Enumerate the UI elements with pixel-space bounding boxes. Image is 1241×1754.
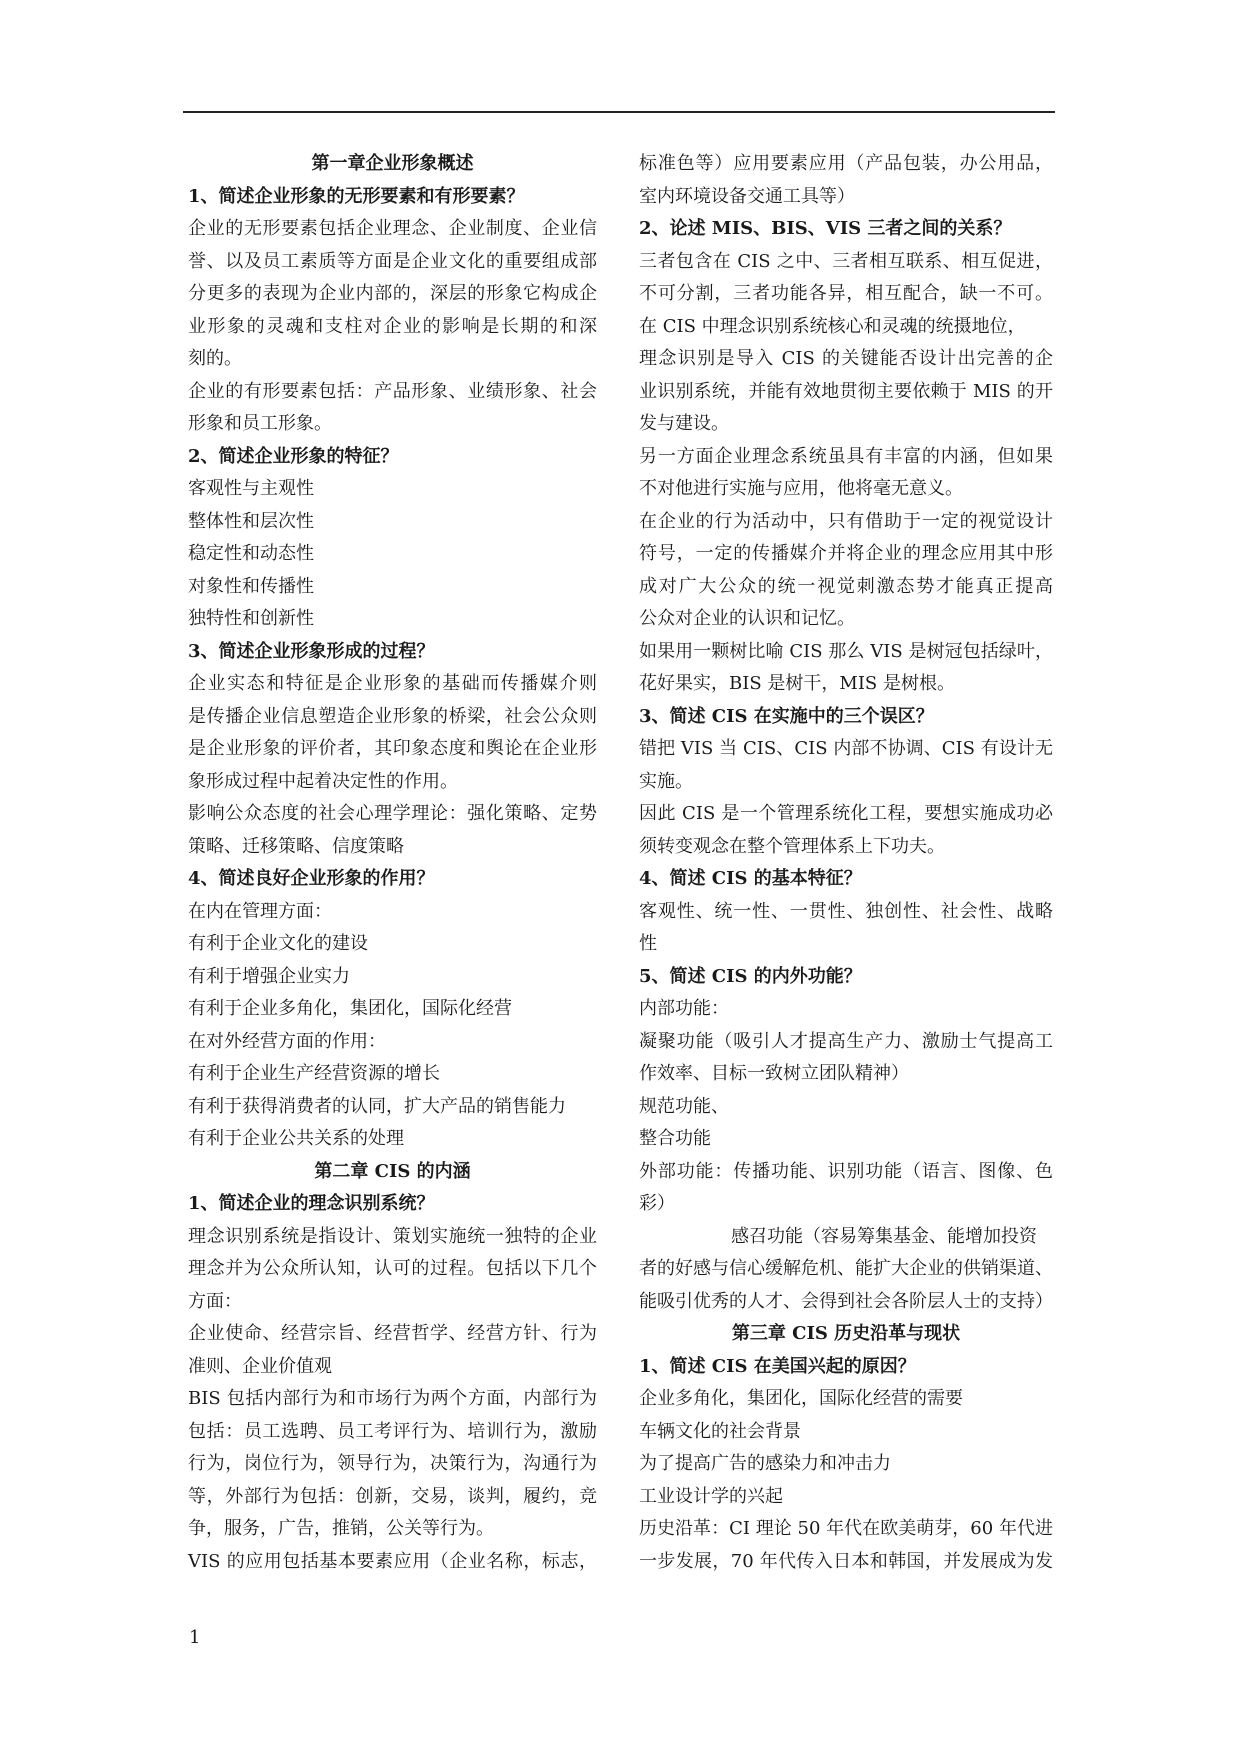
paragraph-line: 形象和员工形象。 [188,413,332,434]
paragraph-line: 为了提高广告的感染力和冲击力 [639,1453,891,1474]
paragraph-line: 有利于企业文化的建设 [188,933,368,954]
paragraph-line: 规范功能、 [639,1095,729,1117]
paragraph-line: 企业使命、经营宗旨、经营哲学、经营方针、行为 [188,1323,597,1344]
paragraph-line: 三者包含在 CIS 之中、三者相互联系、相互促进， [639,250,1053,272]
paragraph-line: 有利于增强企业实力 [188,965,350,987]
paragraph-line: 客观性与主观性 [188,478,314,499]
paragraph-line: 内部功能： [639,998,729,1019]
paragraph-line: 成对广大公众的统一视觉刺激态势才能真正提高 [639,575,1053,597]
paragraph-line: 是企业形象的评价者，其印象态度和舆论在企业形 [188,738,597,759]
question-heading: 1、简述企业的理念识别系统？ [188,1193,435,1214]
paragraph-line: 须转变观念在整个管理体系上下功夫。 [639,835,945,857]
paragraph-line: 在企业的行为活动中，只有借助于一定的视觉设计 [639,510,1053,532]
paragraph-line: 客观性、统一性、一贯性、独创性、社会性、战略 [639,900,1053,922]
paragraph-line: 刻的。 [188,348,242,369]
paragraph-line: 理念识别是导入 CIS 的关键能否设计出完善的企 [639,348,1053,369]
paragraph-line: 有利于企业生产经营资源的增长 [188,1063,440,1084]
chapter-heading: 第一章企业形象概述 [311,153,474,174]
paragraph-line: 策略、迁移策略、信度策略 [188,835,404,857]
paragraph-line: 在 CIS 中理念识别系统核心和灵魂的统摄地位， [639,315,1026,337]
paragraph-line: 历史沿革：CI 理论 50 年代在欧美萌芽，60 年代进 [639,1518,1053,1539]
paragraph-line: 室内环境设备交通工具等） [639,185,855,207]
paragraph-line: VIS 的应用包括基本要素应用（企业名称，标志， [188,1550,597,1572]
paragraph-line: 者的好感与信心缓解危机、能扩大企业的供销渠道、 [639,1258,1053,1279]
paragraph-line: 整合功能 [639,1128,711,1149]
paragraph-line: 不对他进行实施与应用，他将毫无意义。 [639,478,963,499]
paragraph-line: 理念并为公众所认知，认可的过程。包括以下几个 [188,1258,597,1279]
paragraph-line: 能吸引优秀的人才、会得到社会各阶层人士的支持） [639,1290,1053,1312]
paragraph-line: 符号，一定的传播媒介并将企业的理念应用其中形 [639,543,1053,564]
paragraph-line: 准则、企业价值观 [188,1355,332,1377]
paragraph-line: 公众对企业的认识和记忆。 [639,608,855,629]
paragraph-line: 作效率、目标一致树立团队精神） [639,1063,909,1084]
question-heading: 5、简述 CIS 的内外功能？ [639,965,862,987]
question-heading: 1、简述企业形象的无形要素和有形要素？ [188,185,525,207]
paragraph-line: 另一方面企业理念系统虽具有丰富的内涵，但如果 [639,445,1053,467]
paragraph-line: 标准色等）应用要素应用（产品包装，办公用品， [639,153,1053,174]
paragraph-line: 错把 VIS 当 CIS、CIS 内部不协调、CIS 有设计无 [639,738,1053,759]
paragraph-line: 性 [639,933,657,954]
paragraph-line: 企业的有形要素包括：产品形象、业绩形象、社会 [188,380,597,402]
paragraph-line: 企业的无形要素包括企业理念、企业制度、企业信 [188,218,597,239]
chapter-heading: 第二章 CIS 的内涵 [314,1160,471,1182]
paragraph-line: 有利于获得消费者的认同，扩大产品的销售能力 [188,1095,566,1117]
question-heading: 2、论述 MIS、BIS、VIS 三者之间的关系？ [639,218,1012,239]
paragraph-line: 独特性和创新性 [188,608,314,629]
paragraph-line: 在内在管理方面： [188,900,332,922]
paragraph-line: 业识别系统，并能有效地贯彻主要依赖于 MIS 的开 [639,380,1053,402]
paragraph-line: 工业设计学的兴起 [639,1485,783,1507]
paragraph-line: 有利于企业公共关系的处理 [188,1128,404,1149]
paragraph-line: 实施。 [639,770,693,792]
paragraph-line: 花好果实，BIS 是树干，MIS 是树根。 [639,673,955,694]
paragraph-line: 方面： [188,1290,242,1312]
question-heading: 4、简述 CIS 的基本特征？ [639,868,862,889]
paragraph-line: 因此 CIS 是一个管理系统化工程，要想实施成功必 [639,803,1053,824]
paragraph-line: 外部功能：传播功能、识别功能（语言、图像、色 [639,1160,1053,1182]
paragraph-line: 感召功能（容易筹集基金、能增加投资 [731,1225,1037,1247]
paragraph-line: 整体性和层次性 [188,510,314,532]
paragraph-line: 企业多角化，集团化，国际化经营的需要 [639,1388,963,1409]
page-number: 1 [189,1627,201,1648]
header-rule [183,111,1055,113]
paragraph-line: 发与建设。 [639,413,729,434]
paragraph-line: BIS 包括内部行为和市场行为两个方面，内部行为 [188,1388,597,1409]
chapter-heading: 第三章 CIS 历史沿革与现状 [731,1323,961,1344]
question-heading: 4、简述良好企业形象的作用？ [188,868,435,889]
paragraph-line: 行为，岗位行为，领导行为，决策行为，沟通行为 [188,1453,597,1474]
paragraph-line: 象形成过程中起着决定性的作用。 [188,770,458,792]
paragraph-line: 彩） [639,1193,675,1214]
paragraph-line: 一步发展，70 年代传入日本和韩国，并发展成为发 [639,1550,1053,1572]
question-heading: 2、简述企业形象的特征？ [188,445,399,467]
paragraph-line: 稳定性和动态性 [188,543,314,564]
paragraph-line: 车辆文化的社会背景 [639,1420,801,1442]
paragraph-line: 是传播企业信息塑造企业形象的桥梁，社会公众则 [188,705,597,727]
paragraph-line: 有利于企业多角化，集团化，国际化经营 [188,998,512,1019]
paragraph-line: 影响公众态度的社会心理学理论：强化策略、定势 [188,803,597,824]
paragraph-line: 不可分割，三者功能各异，相互配合，缺一不可。 [639,283,1053,304]
paragraph-line: 凝聚功能（吸引人才提高生产力、激励士气提高工 [639,1030,1053,1052]
question-heading: 3、简述 CIS 在实施中的三个误区？ [639,705,934,727]
paragraph-line: 包括：员工选聘、员工考评行为、培训行为，激励 [188,1420,597,1442]
paragraph-line: 对象性和传播性 [188,575,314,597]
paragraph-line: 业形象的灵魂和支柱对企业的影响是长期的和深 [188,315,597,337]
paragraph-line: 等，外部行为包括：创新，交易，谈判，履约，竞 [188,1485,597,1507]
paragraph-line: 理念识别系统是指设计、策划实施统一独特的企业 [188,1225,597,1247]
left-column [188,148,597,1578]
question-heading: 1、简述 CIS 在美国兴起的原因？ [639,1355,916,1377]
right-column [639,148,1053,1578]
question-heading: 3、简述企业形象形成的过程？ [188,640,435,662]
paragraph-line: 在对外经营方面的作用： [188,1030,386,1052]
paragraph-line: 争，服务，广告，推销，公关等行为。 [188,1518,494,1539]
paragraph-line: 企业实态和特征是企业形象的基础而传播媒介则 [188,673,597,694]
paragraph-line: 如果用一颗树比喻 CIS 那么 VIS 是树冠包括绿叶， [639,640,1053,662]
paragraph-line: 分更多的表现为企业内部的，深层的形象它构成企 [188,283,597,304]
paragraph-line: 誉、以及员工素质等方面是企业文化的重要组成部 [188,250,597,272]
